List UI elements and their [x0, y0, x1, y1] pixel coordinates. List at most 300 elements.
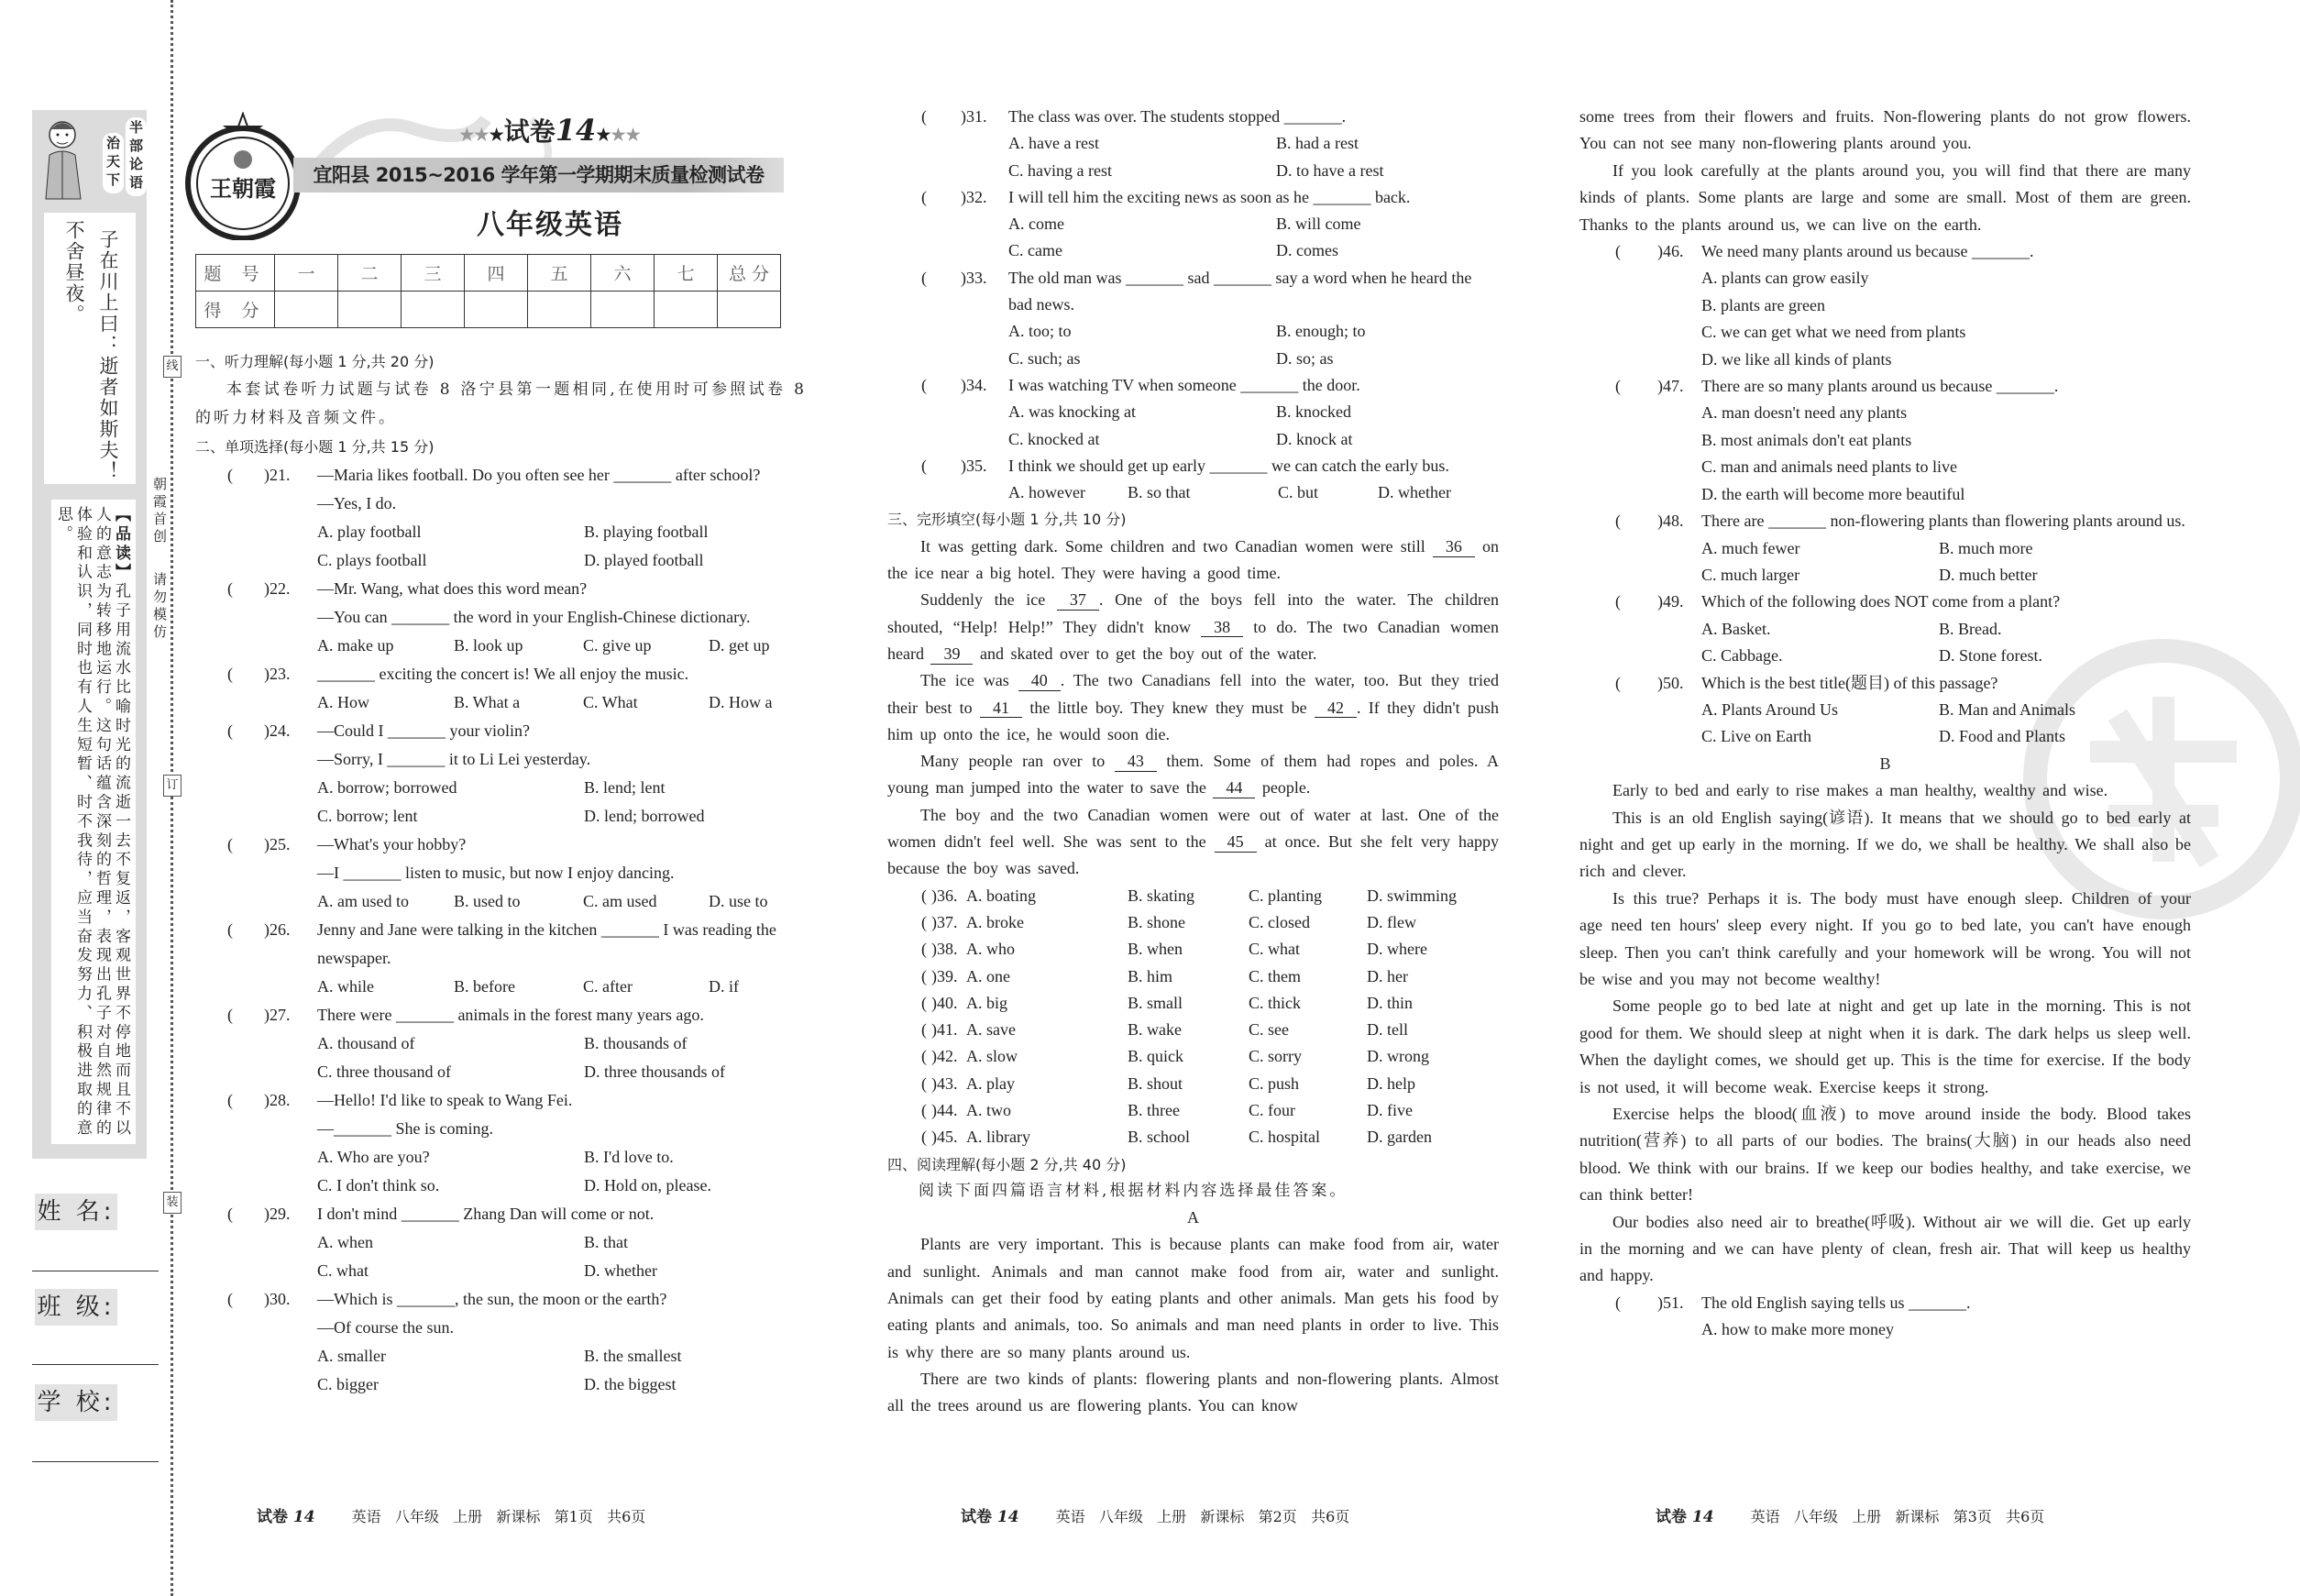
passage-paragraph: Our bodies also need air to breathe(呼吸). Without air we will die. Get up early in the morning and we can have plenty of clean, fresh air. That will keep us healthy and happy.: [1579, 1212, 2191, 1285]
answer-option: B. plants are green: [1701, 295, 1825, 314]
answer-option: D. thin: [1367, 993, 1414, 1012]
answer-options: [1008, 211, 1499, 265]
answer-option: D. Hold on, please.: [584, 1176, 711, 1194]
answer-option: C. we can get what we need from plants: [1701, 323, 1966, 342]
question-number: ) ( 44 .: [931, 1097, 958, 1124]
score-cell[interactable]: [718, 292, 781, 328]
answer-option: A. was knocking at: [1008, 402, 1136, 422]
answer-option: A. man doesn't need any plants: [1701, 403, 1908, 423]
answer-option: B. thousands of: [584, 1034, 688, 1052]
page-3-column: [1579, 104, 2191, 1344]
answer-option: A. Plants Around Us: [1701, 699, 1839, 719]
answer-option: B. shout: [1128, 1073, 1183, 1093]
question: [195, 916, 807, 1001]
section-heading: 三、完形填空(每小题 1 分,共 10 分): [887, 511, 1127, 529]
cloze-paragraph: [887, 802, 1499, 883]
section-heading: 二、单项选择(每小题 1 分,共 15 分): [195, 438, 435, 456]
cloze-text: . One of the boys fell into the water. The children shouted, “Help! Help!” They didn't know: [887, 590, 1499, 636]
question-number: ) ( 36 .: [931, 883, 958, 909]
binding-mark-staple: 订: [163, 775, 182, 797]
question: [1579, 589, 2191, 669]
page-1-column: [195, 347, 807, 1399]
answer-option: A. plants can grow easily: [1701, 269, 1869, 288]
question-number: ) ( 27 .: [264, 1001, 291, 1029]
school-line[interactable]: [32, 1461, 159, 1462]
question: [195, 660, 807, 717]
answer-option: C. I don't think so.: [317, 1176, 440, 1194]
question: [887, 184, 1499, 265]
footer-info: 英语 八年级 上册 新课标 第3页 共6页: [1750, 1508, 2045, 1525]
commentary-text: 孔子用流水比喻时光的流逝一去不复返，客观世界不停地而且不以人的意志为转移地运行。这句话蕴含深刻的哲理，表现出孔子对自然规律的体验和认识，同时也有人生短暂、时不我待，应当奋发努力、积极进取的意思。: [54, 506, 130, 1139]
footer-series: [961, 1508, 1019, 1526]
answer-option: C. four: [1249, 1100, 1295, 1119]
answer-option: A. two: [966, 1100, 1011, 1119]
question-stem: —Mr. Wang, what does this word mean?: [317, 579, 588, 598]
question-number: ) ( 48 .: [1657, 508, 1684, 534]
answer-option: D. garden: [1367, 1128, 1432, 1147]
score-cell[interactable]: [338, 292, 402, 328]
cloze-text: It was getting dark. Some children and two Canadian women were still: [920, 536, 1433, 556]
answer-options: [1701, 616, 2191, 670]
cloze-blank: 36: [1433, 538, 1475, 557]
answer-options: [1008, 130, 1499, 184]
cloze-question: [887, 963, 1499, 990]
question: [1579, 1290, 2191, 1344]
answer-option: D. Food and Plants: [1939, 727, 2066, 746]
answer-option: A. thousand of: [317, 1034, 415, 1052]
question-stem: —I _______ listen to music, but now I enjoy dancing.: [317, 864, 675, 882]
cloze-blank: 39: [930, 645, 973, 665]
footer-series: [1656, 1508, 1714, 1526]
score-row-label: 得 分: [196, 292, 275, 328]
answer-option: C. such; as: [1008, 348, 1081, 368]
answer-options: [1701, 535, 2191, 589]
question-stem: I think we should get up early _______ we can catch the early bus.: [1008, 456, 1449, 475]
answer-option: D. comes: [1276, 241, 1338, 260]
answer-option: A. slow: [966, 1047, 1018, 1066]
answer-options: [1701, 400, 2191, 508]
page-footer: [257, 1503, 645, 1526]
answer-options: [317, 688, 807, 717]
answer-option: B. quick: [1128, 1047, 1183, 1066]
question-number: ) ( 31 .: [961, 104, 987, 130]
answer-option: C. three thousand of: [317, 1062, 451, 1081]
cloze-text: the little boy. They knew they must be: [1021, 698, 1315, 717]
question-stem: The old English saying tells us _______.: [1701, 1293, 1971, 1312]
score-header-cell: 题 号: [196, 255, 275, 292]
score-row: [196, 292, 781, 328]
cloze-text: at once. But she felt very happy because the boy was saved.: [887, 832, 1499, 878]
question-stem: —Hello! I'd like to speak to Wang Fei.: [317, 1091, 573, 1109]
answer-option: B. him: [1128, 966, 1173, 985]
question-stem: Jenny and Jane were talking in the kitchen _______ I was reading the newspaper.: [317, 920, 776, 967]
answer-options: [317, 774, 807, 831]
cloze-question: [887, 936, 1499, 963]
answer-option: D. knock at: [1276, 429, 1353, 448]
answer-option: C. am used: [583, 892, 657, 910]
question-number: ) ( 23 .: [264, 660, 291, 688]
motto-right: 半部论语: [126, 117, 147, 196]
answer-option: D. her: [1367, 966, 1408, 985]
passage-paragraph: This is an old English saying(谚语). It means that we should go to bed early at night and get up early in the morning. If we do, we shall be healthy. We shall also be rich and clever.: [1579, 808, 2191, 881]
answer-option: B. What a: [454, 693, 521, 711]
question-number: ) ( 41 .: [931, 1017, 958, 1043]
footer-series-number: 14: [1691, 1508, 1714, 1526]
answer-option: D. to have a rest: [1276, 160, 1384, 180]
question: [1579, 508, 2191, 589]
answer-option: C. closed: [1249, 912, 1310, 931]
answer-option: D. Stone forest.: [1939, 646, 2042, 666]
score-header-cell: 七: [655, 255, 718, 292]
cloze-question: [887, 990, 1499, 1017]
answer-option: A. borrow; borrowed: [317, 778, 457, 797]
paper-series: ★★★试卷14★★★: [459, 113, 641, 148]
answer-option: C. push: [1249, 1073, 1300, 1093]
score-cell[interactable]: [402, 292, 465, 328]
question: [1579, 670, 2191, 751]
question-number: ) ( 46 .: [1657, 238, 1684, 265]
answer-option: A. play: [966, 1073, 1015, 1093]
answer-option: A. one: [966, 966, 1010, 985]
score-header-cell: 二: [338, 255, 402, 292]
answer-option: A. make up: [317, 636, 394, 655]
answer-option: B. will come: [1276, 215, 1361, 234]
answer-option: B. I'd love to.: [584, 1148, 674, 1166]
page-footer: [961, 1503, 1349, 1526]
passage-paragraph: Is this true? Perhaps it is. The body must have enough sleep. Children of your age need ten hours' sleep every night. If you go to bed late, you can't have enough sleep. Then you can't think carefully and your homework will be wrong. You will not be wise and you may not become wealthy!: [1579, 888, 2191, 988]
cloze-text: Many people ran over to: [920, 752, 1115, 771]
question-number: ) ( 45 .: [931, 1124, 958, 1150]
answer-option: C. but: [1278, 483, 1319, 502]
footer-series-label: 试卷: [257, 1508, 288, 1526]
question-number: ) ( 30 .: [264, 1285, 291, 1314]
answer-option: D. help: [1367, 1073, 1415, 1093]
question-stem: —Which is _______, the sun, the moon or the earth?: [317, 1290, 667, 1308]
cloze-question: [887, 1071, 1499, 1097]
answer-option: B. wake: [1128, 1020, 1182, 1040]
answer-option: A. have a rest: [1008, 134, 1099, 153]
school-label: 学 校:: [35, 1384, 117, 1421]
question: [195, 1200, 807, 1285]
answer-option: D. if: [709, 977, 739, 996]
question-stem: Which is the best title(题目) of this passage?: [1701, 673, 1998, 692]
answer-options: [1701, 265, 2191, 373]
cloze-text: them. Some of them had ropes and poles. A young man jumped into the water to save the: [887, 752, 1499, 798]
answer-option: B. the smallest: [584, 1347, 682, 1365]
cloze-text: The boy and the two Canadian women were out of water at last. One of the women didn't feel well. She was sent to the: [887, 805, 1499, 852]
confucius-cartoon-icon: [37, 115, 90, 202]
answer-option: B. three: [1128, 1100, 1180, 1119]
question: [195, 717, 807, 831]
passage-label: B: [1879, 754, 1891, 773]
question: [195, 1285, 807, 1399]
cloze-paragraph: [887, 667, 1499, 748]
answer-option: D. tell: [1367, 1020, 1408, 1040]
question-number: ) ( 38 .: [931, 936, 958, 963]
question-number: ) ( 40 .: [931, 990, 958, 1017]
quote-line-1: 子在川上曰：逝者如斯夫！: [97, 229, 119, 482]
answer-options: [317, 1029, 807, 1086]
cloze-question: [887, 1124, 1499, 1150]
answer-option: D. the earth will become more beautiful: [1701, 484, 1965, 503]
answer-option: A. broke: [966, 912, 1024, 931]
answer-option: A. smaller: [317, 1347, 386, 1365]
cloze-paragraph: [887, 534, 1499, 588]
quote-line-2: 不舍昼夜。: [63, 220, 85, 325]
question-stem: The class was over. The students stopped _______.: [1008, 107, 1347, 126]
answer-options: [317, 518, 807, 575]
question-stem: —Could I _______ your violin?: [317, 721, 530, 740]
cloze-paragraph: [887, 587, 1499, 667]
question-stem: —What's your hobby?: [317, 835, 467, 853]
question-stem: There are so many plants around us because _______.: [1701, 377, 2059, 396]
answer-option: D. wrong: [1367, 1047, 1429, 1066]
question: [887, 453, 1499, 507]
binding-mark-line: 线: [163, 356, 182, 378]
subject-title: 八年级英语: [477, 209, 623, 241]
answer-option: D. the biggest: [584, 1375, 677, 1393]
answer-option: C. plays football: [317, 551, 427, 569]
cloze-paragraph: [887, 748, 1499, 802]
answer-option: D. swimming: [1367, 886, 1458, 905]
question-stem: I will tell him the exciting news as soon as he _______ back.: [1008, 187, 1411, 206]
question-number: ) ( 51 .: [1657, 1290, 1684, 1316]
answer-option: C. planting: [1249, 886, 1322, 905]
answer-option: A. How: [317, 693, 369, 711]
question: [1579, 373, 2191, 508]
footer-series-label: 试卷: [961, 1508, 992, 1526]
question-number: ) ( 49 .: [1657, 589, 1684, 615]
question: [887, 372, 1499, 453]
answer-options: [1008, 399, 1499, 453]
answer-option: C. see: [1249, 1020, 1289, 1040]
answer-option: C. after: [583, 977, 633, 996]
answer-options: [317, 1143, 807, 1200]
page-2-column: [887, 104, 1499, 1420]
commentary-label: 【品读】: [112, 506, 130, 583]
cloze-text: on the ice near a big hotel. They were having a good time.: [887, 536, 1499, 583]
passage-label: A: [1187, 1208, 1199, 1227]
answer-option: D. where: [1367, 940, 1427, 959]
answer-option: D. get up: [709, 636, 770, 655]
score-header-row: [196, 255, 781, 292]
answer-option: B. so that: [1128, 483, 1191, 502]
answer-options: [317, 632, 807, 660]
answer-option: B. enough; to: [1276, 322, 1366, 341]
answer-option: D. five: [1367, 1100, 1413, 1119]
answer-option: A. who: [966, 940, 1015, 959]
page-footer: [1656, 1503, 2044, 1526]
answer-option: D. whether: [584, 1261, 657, 1280]
answer-option: C. borrow; lent: [317, 807, 418, 825]
score-cell[interactable]: [655, 292, 718, 328]
cloze-blank: 44: [1213, 779, 1255, 798]
question-number: ) ( 50 .: [1657, 670, 1684, 697]
binding-mark-bind: 装: [163, 1192, 182, 1214]
question-number: ) ( 42 .: [931, 1043, 958, 1070]
cloze-blank: 38: [1201, 619, 1243, 638]
name-label: 姓 名:: [35, 1194, 117, 1230]
question-stem: I was watching TV when someone _______ the door.: [1008, 375, 1360, 394]
exam-title: 宜阳县 2015~2016 学年第一学期期末质量检测试卷: [313, 164, 765, 186]
cloze-blank: 40: [1018, 672, 1061, 691]
question-number: ) ( 37 .: [931, 909, 958, 936]
score-cell[interactable]: [591, 292, 655, 328]
question: [1579, 238, 2191, 373]
cloze-text: to do. The two Canadian women heard: [887, 617, 1499, 663]
footer-info: 英语 八年级 上册 新课标 第1页 共6页: [351, 1508, 646, 1525]
passage-paragraph-continued: some trees from their flowers and fruits. Non-flowering plants do not grow flowers. You can not see many non-flowering plants around you.: [1579, 107, 2191, 153]
footer-info: 英语 八年级 上册 新课标 第2页 共6页: [1055, 1508, 1350, 1525]
cloze-question: [887, 1017, 1499, 1043]
answer-option: A. save: [966, 1020, 1016, 1040]
answer-option: B. had a rest: [1276, 134, 1359, 153]
question-stem: I don't mind _______ Zhang Dan will come or not.: [317, 1205, 655, 1223]
question-number: ) ( 34 .: [961, 372, 987, 399]
answer-option: B. most animals don't eat plants: [1701, 430, 1912, 449]
commentary: [54, 506, 130, 1139]
answer-option: C. came: [1008, 241, 1062, 260]
question-stem: —You can _______ the word in your English-Chinese dictionary.: [317, 608, 751, 626]
answer-option: D. whether: [1378, 483, 1451, 502]
answer-option: B. before: [454, 977, 515, 996]
footer-series-number: 14: [996, 1508, 1019, 1526]
cloze-blank: 43: [1115, 753, 1157, 772]
answer-option: D. we like all kinds of plants: [1701, 349, 1892, 369]
score-cell[interactable]: [528, 292, 591, 328]
score-header-cell: 四: [465, 255, 528, 292]
answer-option: A. when: [317, 1233, 373, 1251]
question-stem: —Maria likes football. Do you often see her _______ after school?: [317, 466, 761, 484]
answer-option: B. shone: [1128, 912, 1185, 931]
answer-option: C. give up: [583, 636, 652, 655]
question-stem: There are _______ non-flowering plants than flowering plants around us.: [1701, 512, 2185, 531]
question-stem: —_______ She is coming.: [317, 1119, 493, 1138]
answer-options: [1008, 479, 1499, 506]
answer-option: A. big: [966, 993, 1007, 1012]
score-header-cell: 五: [528, 255, 591, 292]
logo-text: 王朝霞: [210, 175, 276, 202]
passage-paragraph: Early to bed and early to rise makes a man healthy, wealthy and wise.: [1612, 781, 2108, 800]
answer-option: C. what: [317, 1261, 369, 1280]
passage-paragraph: Exercise helps the blood(血液) to move around inside the body. Blood takes nutrition(营养) to all parts of our bodies. The brains(大脑) in our heads also need blood. We think with our brains. If we keep our bodies healthy, and take exercise, we can think better!: [1579, 1105, 2191, 1205]
answer-option: C. what: [1249, 940, 1300, 959]
score-header-cell: 总 分: [718, 255, 781, 292]
answer-options: [317, 973, 807, 1001]
cloze-blank: 42: [1315, 699, 1357, 719]
cloze-text: The ice was: [920, 671, 1018, 690]
question-stem: —Of course the sun.: [317, 1318, 454, 1337]
score-header-cell: 一: [275, 255, 338, 292]
answer-option: C. Live on Earth: [1701, 727, 1811, 746]
answer-option: C. them: [1249, 966, 1301, 985]
answer-option: A. however: [1008, 483, 1085, 502]
question-stem: There were _______ animals in the forest many years ago.: [317, 1006, 704, 1024]
question: [195, 1086, 807, 1200]
cloze-blank: 45: [1215, 833, 1257, 853]
instruction-text: 本套试卷听力试题与试卷 8 洛宁县第一题相同,在使用时可参照试卷 8 的听力材料及音频文件。: [195, 380, 807, 427]
section-heading: 四、阅读理解(每小题 2 分,共 40 分): [887, 1155, 1127, 1173]
question: [195, 575, 807, 660]
answer-option: A. how to make more money: [1701, 1320, 1894, 1339]
cloze-question: [887, 883, 1499, 909]
question-number: ) ( 47 .: [1657, 373, 1684, 400]
question-stem: —Yes, I do.: [317, 494, 397, 512]
answer-options: [317, 1342, 807, 1399]
answer-option: D. three thousands of: [584, 1062, 725, 1081]
answer-option: A. library: [966, 1128, 1030, 1147]
cloze-blank: 41: [980, 699, 1022, 719]
answer-option: B. knocked: [1276, 402, 1351, 422]
cloze-question: [887, 909, 1499, 936]
cloze-text: Suddenly the ice: [920, 590, 1057, 610]
footer-series: [257, 1508, 315, 1526]
answer-option: D. flew: [1367, 912, 1416, 931]
question-number: ) ( 28 .: [264, 1086, 291, 1115]
answer-options: [317, 887, 807, 916]
answer-option: A. play football: [317, 523, 422, 541]
class-line[interactable]: [32, 1364, 159, 1365]
question-number: ) ( 26 .: [264, 916, 291, 944]
answer-options: [1008, 318, 1499, 372]
question-number: ) ( 21 .: [264, 461, 291, 490]
answer-option: C. What: [583, 693, 638, 711]
answer-option: D. much better: [1939, 565, 2038, 584]
answer-option: B. much more: [1939, 538, 2033, 557]
question-stem: —Sorry, I _______ it to Li Lei yesterday.: [317, 750, 591, 768]
passage-paragraph: If you look carefully at the plants around you, you will find that there are many kinds of plants. Some plants are large and some are small. Most of them are green. Thanks to the plants around us, we can live on the earth.: [1579, 160, 2191, 234]
answer-option: A. while: [317, 977, 374, 996]
answer-option: A. boating: [966, 886, 1036, 905]
copyright-notice-1: 朝霞首创: [151, 477, 168, 546]
binding-dotted-line: [171, 0, 173, 1596]
answer-option: C. thick: [1249, 993, 1301, 1012]
question-stem: Which of the following does NOT come from a plant?: [1701, 592, 2061, 611]
passage-paragraph: Plants are very important. This is because plants can make food from air, water and sunlight. Animals and man cannot make food from air, water and sunlight. Animals can get their food by eating plants and other animals. Man gets his food by eating plants and animals, too. So animals and man need plants in order to live. This is why there are so many plants around us.: [887, 1235, 1499, 1361]
score-cell[interactable]: [275, 292, 338, 328]
answer-option: B. used to: [454, 892, 521, 910]
answer-option: D. so; as: [1276, 348, 1334, 368]
answer-option: C. knocked at: [1008, 429, 1100, 448]
answer-option: C. having a rest: [1008, 160, 1112, 180]
question-number: ) ( 33 .: [961, 265, 987, 292]
question-stem: _______ exciting the concert is! We all enjoy the music.: [317, 665, 689, 683]
answer-option: D. played football: [584, 551, 704, 569]
question-number: ) ( 32 .: [961, 184, 987, 211]
score-cell[interactable]: [465, 292, 528, 328]
cloze-text: and skated over to get the boy out of the water.: [973, 644, 1317, 663]
cloze-question: [887, 1097, 1499, 1124]
series-number: 14: [555, 113, 597, 148]
answer-option: C. bigger: [317, 1375, 379, 1393]
brand-logo: [182, 112, 305, 240]
answer-option: D. How a: [709, 693, 773, 711]
cloze-blank: 37: [1057, 591, 1099, 611]
question-number: ) ( 39 .: [931, 963, 958, 990]
passage-paragraph: There are two kinds of plants: flowering plants and non-flowering plants. Almost all the trees around us are flowering plants. You can know: [887, 1369, 1499, 1415]
footer-series-number: 14: [292, 1508, 315, 1526]
passage-paragraph: Some people go to bed late at night and get up late in the morning. This is not good for them. We should sleep at night when it is dark. The dark helps us sleep well. When the daylight comes, we should get up. This is the time for exercise. If the body is not used, it will become weak. Exercise keeps it strong.: [1579, 996, 2191, 1096]
class-label: 班 级:: [35, 1289, 117, 1326]
answer-option: D. use to: [709, 892, 768, 910]
answer-option: A. come: [1008, 215, 1064, 234]
score-table: [195, 254, 781, 328]
answer-option: B. playing football: [584, 523, 709, 541]
cloze-text: people.: [1255, 778, 1311, 798]
quote-box: [44, 213, 136, 484]
instruction-text: 阅读下面四篇语言材料,根据材料内容选择最佳答案。: [919, 1181, 1348, 1200]
question-number: ) ( 43 .: [931, 1071, 958, 1097]
